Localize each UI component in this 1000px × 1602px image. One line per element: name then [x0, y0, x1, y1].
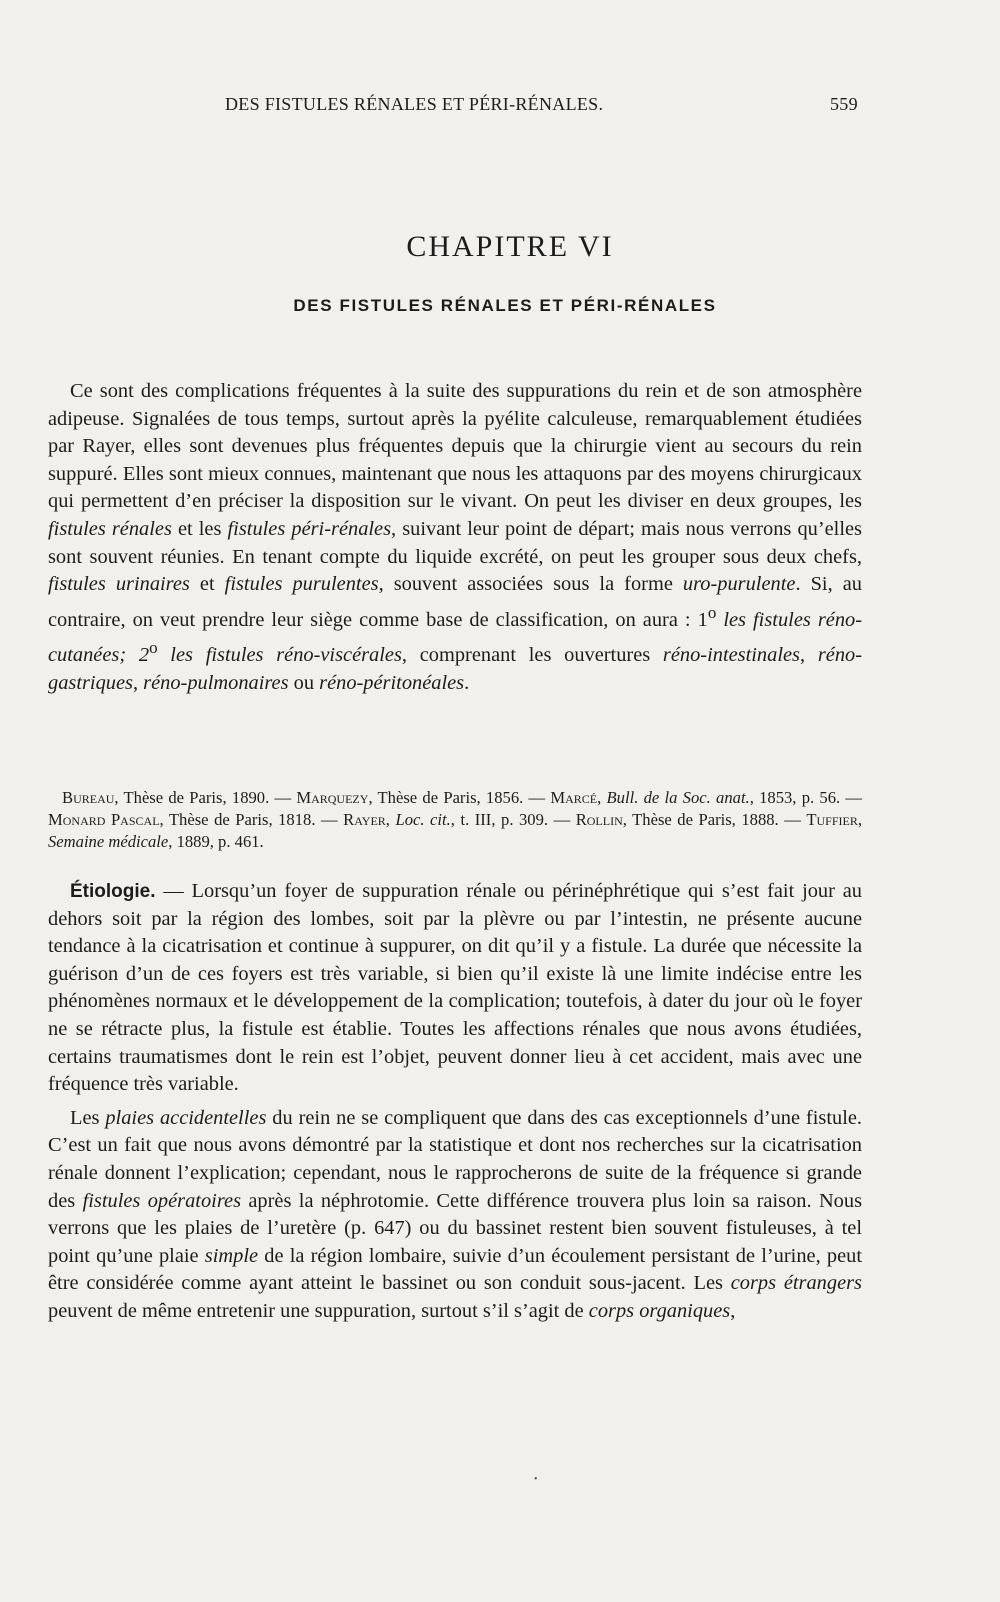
chapter-title: DES FISTULES RÉNALES ET PÉRI-RÉNALES — [293, 296, 717, 315]
text-run: — Lorsqu’un foyer de suppuration rénale ou périnéphrétique qui s’est fait jour au dehors soit par la région des lombes, soit par la plèvre ou par l’intestin, ne présente aucune tendance à la cicatrisation et continue à suppurer, on dit qu’il y a fistule. La durée que nécessite la guérison d’un de ces foyers est très variable, si bien qu’il existe là une limite indécise entre les phénomènes normaux et le développement de la complication; toutefois, à dater du jour où le foyer ne se rétracte plus, la fistule est établie. Toutes les affections rénales que nous avons étudiées, certains traumatismes dont le rein est l’objet, peuvent donner lieu à cet accident, mais avec une fréquence très variable. — [48, 880, 862, 1096]
italic-term: fistules péri-rénales — [227, 517, 392, 540]
etiology-paragraph — [48, 878, 862, 1099]
text-run: ou — [288, 671, 320, 694]
text-run: , — [132, 671, 144, 694]
text-run: , — [799, 643, 818, 666]
text-run: , Thèse de Paris, 1890. — — [114, 788, 297, 807]
author-name: Rollin — [575, 810, 623, 829]
etiology-section — [48, 878, 862, 1326]
text-run: , souvent associées sous la forme — [378, 573, 683, 596]
italic-term: fistules opératoires — [82, 1189, 241, 1212]
author-name: Monard Pascal — [48, 810, 160, 829]
text-run: et les — [171, 517, 228, 540]
intro-section — [48, 378, 862, 697]
italic-term: les fistules réno-viscérales — [157, 643, 402, 666]
text-run: , Thèse de Paris, 1888. — — [622, 810, 807, 829]
text-run: , — [597, 788, 607, 807]
chapter-label: CHAPITRE VI — [406, 230, 614, 263]
ordinal-superscript: o — [149, 638, 158, 658]
section-heading: Étiologie. — [70, 881, 156, 902]
bibliography-references — [48, 787, 862, 853]
italic-term: plaies accidentelles — [105, 1106, 267, 1129]
running-head — [0, 94, 1000, 124]
journal-title: Loc. cit. — [395, 810, 451, 829]
author-name: Tuffier — [806, 810, 858, 829]
italic-term: réno-gastriques — [48, 643, 862, 694]
italic-term: réno-intestinales — [662, 643, 800, 666]
italic-term: réno-pulmonaires — [143, 671, 289, 694]
italic-term: les fistules réno-cutanées; 2 — [48, 608, 862, 666]
text-run: , — [730, 1299, 736, 1322]
text-run: Ce sont des complications fréquentes à la suite des suppurations du rein et de son atmosphère adipeuse. Signalées de tous temps, surtout après la pyélite calculeuse, remarquablement étudiées par Rayer, elles sont devenues plus fréquentes depuis que la chirurgie vient au secours du rein suppuré. Elles sont mieux connues, maintenant que nous les attaquons par des moyens chirurgicaux qui permettent d’en préciser la disposition sur le vivant. On peut les diviser en deux groupes, les — [48, 380, 862, 513]
text-run: et — [189, 573, 225, 596]
italic-term: simple — [204, 1244, 259, 1267]
italic-term: corps organiques — [588, 1299, 731, 1322]
author-name: Bureau — [62, 788, 115, 807]
etiology-paragraph — [48, 1105, 862, 1326]
italic-term: réno-péritonéales — [319, 671, 465, 694]
italic-term: fistules rénales — [48, 517, 172, 540]
text-run: après la néphrotomie. Cette différence trouvera plus loin sa raison. Nous verrons que les plaies de l’uretère (p. 647) ou du bassinet restent bien souvent fistuleuses, à tel point qu’une plaie — [48, 1189, 863, 1267]
ordinal-superscript: o — [707, 602, 717, 622]
text-run: , — [385, 810, 396, 829]
text-run: Les — [70, 1106, 106, 1129]
author-name: Marcé — [550, 788, 598, 807]
italic-term: uro-purulente — [682, 573, 796, 596]
print-speck: • — [534, 1474, 538, 1485]
text-run: du rein ne se compliquent que dans des cas exceptionnels d’une fistule. C’est un fait que nous avons démontré par la statistique et dont nos recherches sur la cicatrisation rénale donnent l’explication; cependant, nous le rapprocherons de suite de la fréquence si grande des — [48, 1106, 863, 1212]
italic-term: fistules urinaires — [48, 573, 190, 596]
text-run: , Thèse de Paris, 1856. — — [368, 788, 551, 807]
author-name: Rayer — [343, 810, 386, 829]
reference-paragraph — [48, 787, 862, 853]
italic-term: corps étrangers — [730, 1272, 862, 1295]
text-run: peuvent de même entretenir une suppuration, surtout s’il s’agit de — [48, 1299, 589, 1322]
journal-title: Semaine médicale — [48, 832, 169, 851]
journal-title: Bull. de la Soc. anat. — [606, 788, 750, 807]
text-run: , suivant leur point de départ; mais nous verrons qu’elles sont souvent réunies. En tenant compte du liquide excrété, on peut les grouper sous deux chefs, — [48, 517, 862, 568]
text-run: , 1889, p. 461. — [168, 832, 264, 851]
text-run: . Si, au contraire, on veut prendre leur siège comme base de classification, on aura : 1 — [48, 573, 862, 631]
text-run: , Thèse de Paris, 1818. — — [159, 810, 344, 829]
text-run: de la région lombaire, suivie d’un écoulement persistant de l’urine, peut être considérée comme ayant atteint le bassinet ou son conduit sous-jacent. Les — [48, 1244, 862, 1295]
text-run: , — [857, 810, 863, 829]
page-number: 559 — [830, 94, 858, 114]
text-run: , 1853, p. 56. — — [749, 788, 862, 807]
text-run: , comprenant les ouvertures — [401, 643, 663, 666]
author-name: Marquezy — [296, 788, 369, 807]
running-title: DES FISTULES RÉNALES ET PÉRI-RÉNALES. — [225, 94, 604, 114]
text-run: . — [464, 671, 470, 694]
text-run: , t. III, p. 309. — — [450, 810, 576, 829]
intro-paragraph — [48, 378, 862, 697]
italic-term: fistules purulentes — [224, 573, 379, 596]
